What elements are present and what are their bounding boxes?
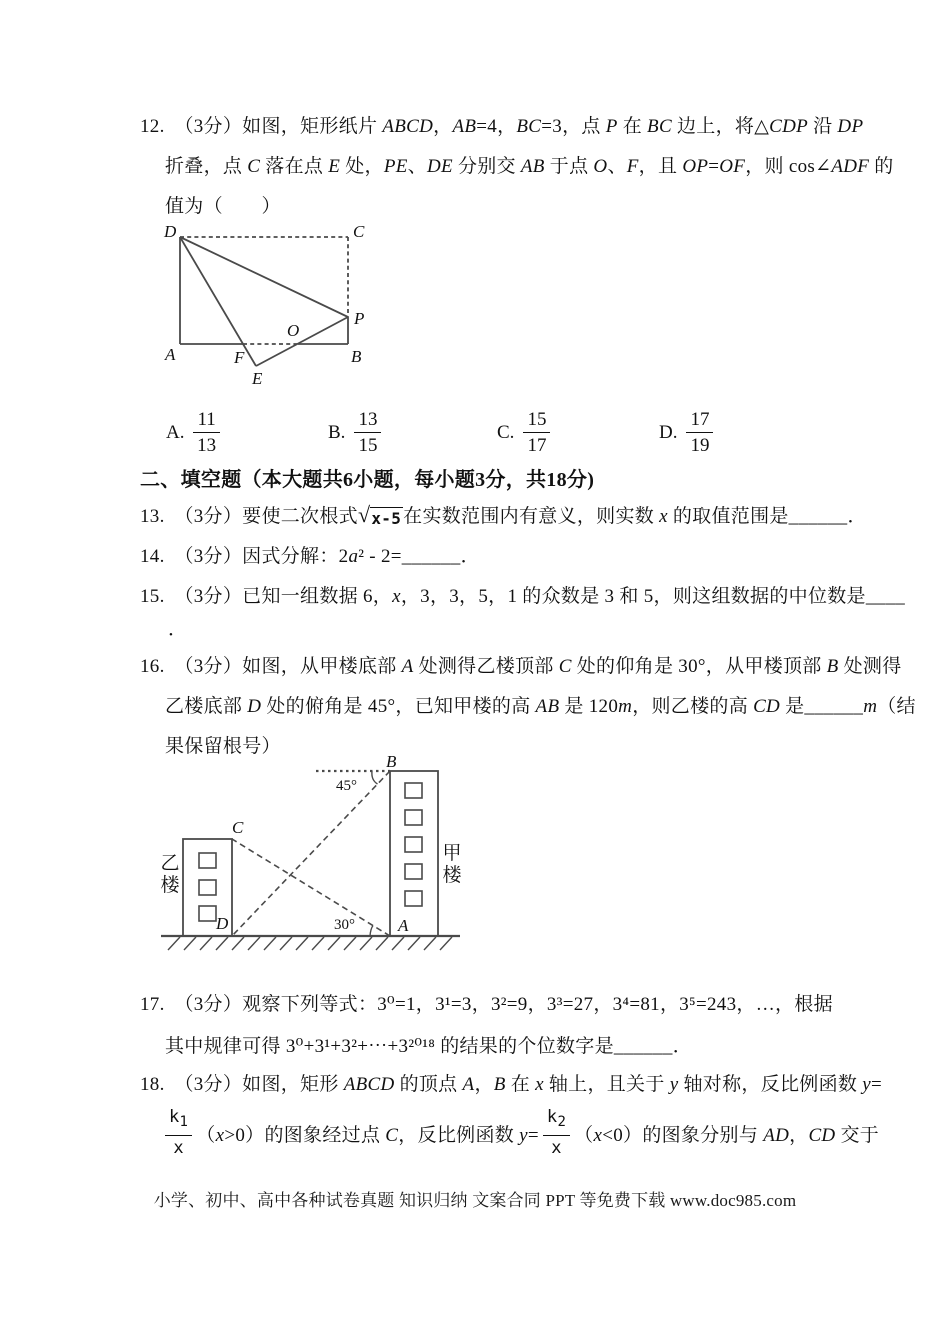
q12-option-c [497,408,554,457]
option-c-label: C. [497,421,515,443]
q18-mid2: （x<0）的图象分别与 AD，CD 交于 [574,1124,880,1146]
q16-label-A: A [398,916,409,935]
option-d-label: D. [659,421,678,443]
fraction-denominator: 19 [690,435,710,456]
q15-line2: ． [168,619,188,640]
q13-radicand: x-5 [371,509,402,528]
q12-label-F: F [234,348,245,367]
fraction-numerator: 15 [523,408,550,433]
q12-label-E: E [252,369,263,388]
footer-text: 小学、初中、高中各种试卷真题 知识归纳 文案合同 PPT 等免费下载 www.doc985.com [153,1191,797,1210]
q16-angle-45: 45° [336,778,357,794]
fraction-numerator: 13 [354,408,381,433]
q15-line1: 15. （3分）已知一组数据 6，x，3，3，5，1 的众数是 3 和 5，则这组数据的中位数是____ [140,586,906,607]
q12-option-b [328,408,385,457]
q18-fraction-k1 [165,1106,192,1160]
q12-line1: 12. （3分）如图，矩形纸片 ABCD，AB=4，BC=3，点 P 在 BC 边上，将△CDP 沿 DP [140,116,864,137]
q12-figure [163,220,453,395]
q12-option-d [659,408,717,457]
option-b-label: B. [328,421,346,443]
fraction-denominator: x [551,1138,562,1158]
fraction-denominator: 13 [197,435,217,456]
q16-figure-drawing [158,753,468,971]
radical-sign: √ [357,502,371,527]
fraction-denominator: 17 [527,435,547,456]
q16-line1: 16. （3分）如图，从甲楼底部 A 处测得乙楼顶部 C 处的仰角是 30°，从甲楼顶部 B 处测得 [140,656,902,677]
option-a-fraction [193,408,219,457]
q16-line2: 乙楼底部 D 处的俯角是 45°，已知甲楼的高 AB 是 120m，则乙楼的高 CD 是______m（结 [165,696,916,717]
q13-prefix: 13. （3分）要使二次根式 [140,506,358,527]
q16-right-building-label: 甲楼 [442,843,462,886]
q12-line3: 值为（ ） [165,196,281,217]
fraction-numerator: $k_2$ [543,1106,570,1136]
q13-suffix: 在实数范围内有意义，则实数 x 的取值范围是______． [403,506,867,527]
q12-label-B: B [351,347,362,366]
q16-line3: 果保留根号） [165,736,281,757]
q16-label-B: B [386,752,397,771]
q12-label-D: D [164,222,177,241]
fraction-denominator: 15 [358,435,378,456]
q17-line2: 其中规律可得 3⁰+3¹+3²+⋯+3²⁰¹⁸ 的结果的个位数字是______． [165,1036,693,1057]
q16-angle-30: 30° [334,917,355,933]
q17-line1: 17. （3分）观察下列等式：3⁰=1，3¹=3，3²=9，3³=27，3⁴=81，3⁵=243，…，根据 [140,994,833,1015]
q14-line: 14. （3分）因式分解：2a² - 2=______． [140,546,480,567]
q18-line2 [165,1102,879,1164]
q12-label-C: C [353,222,365,241]
q12-line2: 折叠，点 C 落在点 E 处，PE、DE 分别交 AB 于点 O、F，且 OP=OF，则 cos∠ADF 的 [165,156,894,177]
q13-radical [358,503,403,531]
q12-option-a [166,408,224,457]
q18-line1: 18. （3分）如图，矩形 ABCD 的顶点 A，B 在 x 轴上，且关于 y 轴对称，反比例函数 y= [140,1074,882,1095]
fraction-denominator: x [173,1138,184,1158]
option-d-fraction [686,408,713,457]
q16-figure [158,753,468,971]
option-a-label: A. [166,421,185,443]
fraction-numerator: 11 [193,408,219,433]
q16-label-D: D [216,914,229,933]
section2-title: 二、填空题（本大题共6小题，每小题3分，共18分) [140,469,595,491]
q13-line [140,503,867,531]
q16-left-building-label: 乙楼 [160,853,180,896]
fraction-numerator: 17 [686,408,713,433]
q12-label-O: O [287,321,300,340]
q12-label-P: P [354,309,365,328]
q12-label-A: A [165,345,176,364]
q16-label-C: C [232,818,244,837]
q18-fraction-k2 [543,1106,570,1160]
q12-figure-drawing [163,220,453,395]
option-b-fraction [354,408,381,457]
option-c-fraction [523,408,550,457]
q18-mid1: （x>0）的图象经过点 C，反比例函数 y= [196,1124,539,1146]
fraction-numerator: $k_1$ [165,1106,192,1136]
